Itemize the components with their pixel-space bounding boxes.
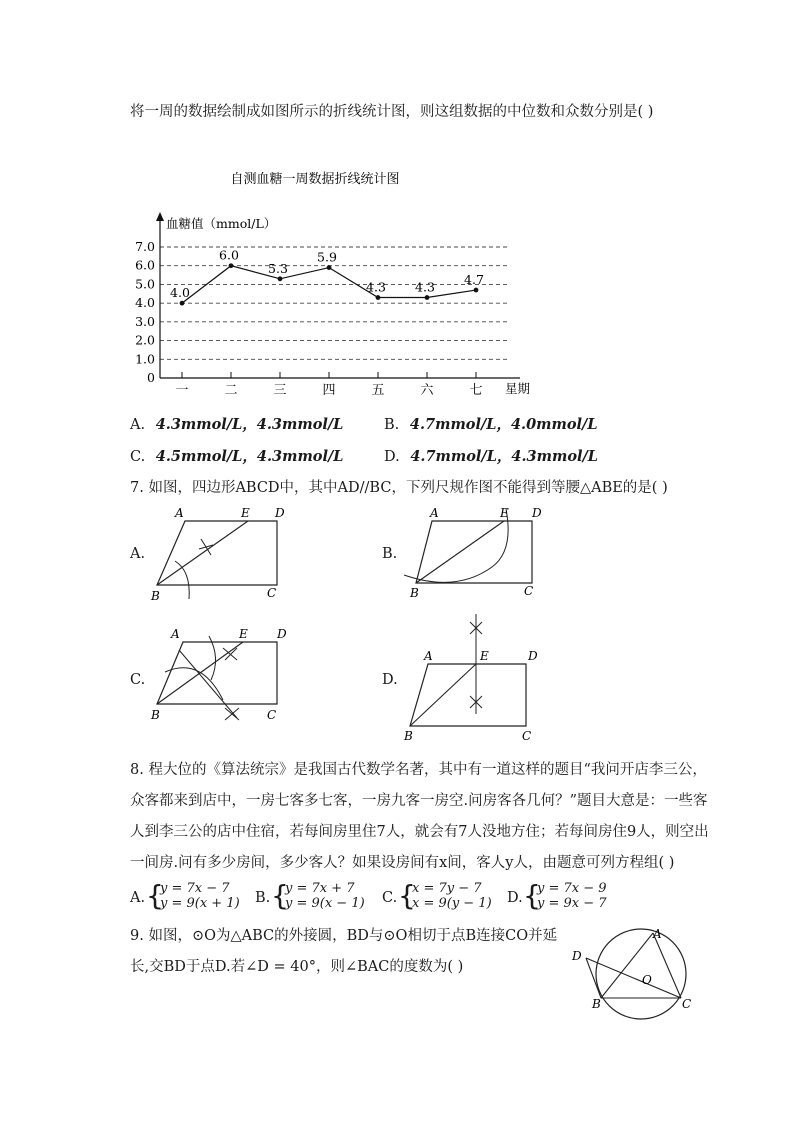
option-text: 4.5mmol/L，4.3mmol/L [155, 448, 344, 465]
label-d: D [528, 649, 538, 663]
y-tick-label: 4.0 [135, 295, 155, 311]
label-d: D [532, 506, 542, 520]
label-b: B [404, 729, 413, 742]
data-point [229, 263, 234, 268]
option-letter: B. [384, 417, 400, 433]
q7-option-a-letter[interactable]: A. [130, 546, 146, 562]
label-c: C [267, 708, 277, 722]
label-c: C [524, 584, 534, 598]
data-point [327, 265, 332, 270]
chart-title: 自测血糖一周数据折线统计图 [230, 172, 400, 187]
label-b: B [410, 586, 419, 600]
label-b: B [151, 589, 160, 603]
label-e: E [239, 627, 248, 641]
brace-icon: { [146, 879, 164, 912]
question-intro: 将一周的数据绘制成如图所示的折线统计图，则这组数据的中位数和众数分别是( ) [130, 104, 654, 120]
label-a: A [424, 649, 433, 663]
q8-line-2: 众客都来到店中，一房七客多七客，一房九客一房空.问房客各几何？”题目大意是：一些客 [130, 793, 708, 809]
y-tick-label: 1.0 [135, 351, 155, 367]
brace-icon: { [523, 879, 541, 912]
q7-option-c-letter[interactable]: C. [130, 672, 146, 688]
parallelogram-figure-b [396, 503, 556, 603]
q7-figure-a [145, 503, 295, 607]
circumcircle-figure [568, 924, 698, 1030]
parallelogram-figure-d [396, 612, 556, 742]
q7-option-d-letter[interactable]: D. [382, 672, 398, 688]
data-point [376, 295, 381, 300]
data-point [180, 301, 185, 306]
data-point [474, 288, 479, 293]
q8-line-4: 一间房.问有多少房间，多少客人？如果设房间有x间，客人y人，由题意可列方程组( ) [130, 855, 675, 871]
equation-1: x = 7y − 7 [412, 881, 482, 896]
option-text: 4.7mmol/L，4.0mmol/L [409, 416, 598, 433]
y-axis-arrow-icon [156, 212, 164, 221]
label-a: A [175, 506, 184, 520]
q6-option-d[interactable] [384, 448, 598, 466]
option-text: 4.7mmol/L，4.3mmol/L [410, 448, 598, 465]
y-axis-label: 血糖值（mmol/L） [166, 216, 277, 231]
q6-option-c[interactable] [130, 448, 343, 466]
y-tick-label: 5.0 [135, 276, 155, 292]
equation-2: y = 9x − 7 [537, 896, 607, 911]
x-tick-labels [175, 383, 482, 398]
y-tick-label: 2.0 [135, 332, 155, 348]
chart-series [170, 248, 484, 306]
y-tick-label: 3.0 [135, 313, 155, 329]
q7-figure-c [145, 622, 295, 736]
q6-option-a[interactable] [130, 416, 343, 434]
x-tick-label: 七 [469, 383, 483, 398]
data-label: 4.3 [415, 279, 435, 295]
q8-option-a-letter[interactable]: A. [130, 890, 146, 906]
parallelogram-figure-c [145, 622, 295, 732]
equation-2: x = 9(y − 1) [412, 896, 492, 911]
data-point [278, 276, 283, 281]
brace-icon: { [398, 879, 416, 912]
label-e: E [480, 649, 489, 663]
label-a: A [430, 506, 439, 520]
label-e: E [500, 506, 509, 520]
q8-option-c-letter[interactable]: C. [382, 890, 398, 906]
q6-option-b[interactable] [384, 416, 598, 434]
equation-1: y = 7x − 7 [160, 881, 230, 896]
equation-1: y = 7x − 9 [537, 881, 607, 896]
q8-option-d-letter[interactable]: D. [507, 890, 523, 906]
data-label: 4.3 [366, 279, 386, 295]
line-chart-svg [120, 160, 560, 405]
equation-2: y = 9(x − 1) [285, 896, 365, 911]
data-label: 4.0 [170, 285, 190, 301]
x-tick-label: 六 [420, 383, 434, 398]
label-c: C [682, 997, 692, 1011]
y-tick-label: 6.0 [135, 257, 155, 273]
chart-axes [156, 212, 520, 378]
label-e: E [241, 506, 250, 520]
q7-figure-d [396, 612, 556, 746]
q8-line-1: 8. 程大位的《算法统宗》是我国古代数学名著，其中有一道这样的题目“我问开店李三公， [130, 762, 707, 778]
q7-stem: 7. 如图，四边形ABCD中，其中AD//BC，下列尺规作图不能得到等腰△ABE的是( ) [130, 480, 668, 496]
y-tick-label: 7.0 [135, 239, 155, 254]
x-tick-label: 一 [175, 383, 189, 398]
x-tick-label: 五 [371, 383, 385, 398]
x-tick-label: 二 [224, 383, 238, 398]
q9-circle-figure [568, 924, 698, 1034]
parallelogram-figure-a [145, 503, 295, 603]
q9-line-2: 长,交BD于点D.若∠D = 40°，则∠BAC的度数为( ) [130, 959, 464, 975]
data-point [425, 295, 430, 300]
label-a: A [171, 627, 180, 641]
brace-icon: { [271, 879, 289, 912]
data-label: 4.7 [464, 272, 484, 288]
x-tick-label: 四 [322, 383, 336, 398]
label-a: A [653, 927, 662, 941]
y-tick-labels [135, 239, 155, 385]
q7-figure-b [396, 503, 556, 607]
q9-line-1: 9. 如图，⊙O为△ABC的外接圆，BD与⊙O相切于点B连接CO并延 [130, 928, 558, 944]
y-tick-label: 0 [147, 370, 155, 385]
label-c: C [522, 729, 532, 742]
data-label: 6.0 [219, 247, 239, 263]
label-d: D [277, 627, 287, 641]
x-axis-label: 星期 [505, 381, 531, 396]
option-letter: D. [384, 449, 400, 465]
x-tick-label: 三 [273, 383, 287, 398]
label-b: B [151, 708, 160, 722]
label-b: B [592, 997, 601, 1011]
label-c: C [267, 586, 277, 600]
q8-option-b-letter[interactable]: B. [255, 890, 271, 906]
option-text: 4.3mmol/L，4.3mmol/L [155, 416, 344, 433]
line-chart [120, 160, 560, 409]
equation-2: y = 9(x + 1) [160, 896, 240, 911]
q8-line-3: 人到李三公的店中住宿，若每间房里住7人，就会有7人没地方住；若每间房住9人，则空出 [130, 824, 709, 840]
option-letter: A. [130, 417, 146, 433]
label-o: O [642, 973, 652, 987]
data-label: 5.9 [317, 249, 337, 265]
option-letter: C. [130, 449, 146, 465]
data-label: 5.3 [268, 260, 288, 276]
q8-options [130, 880, 610, 916]
label-d: D [275, 506, 285, 520]
equation-1: y = 7x + 7 [285, 881, 355, 896]
label-d: D [572, 949, 582, 963]
q7-option-b-letter[interactable]: B. [382, 546, 398, 562]
